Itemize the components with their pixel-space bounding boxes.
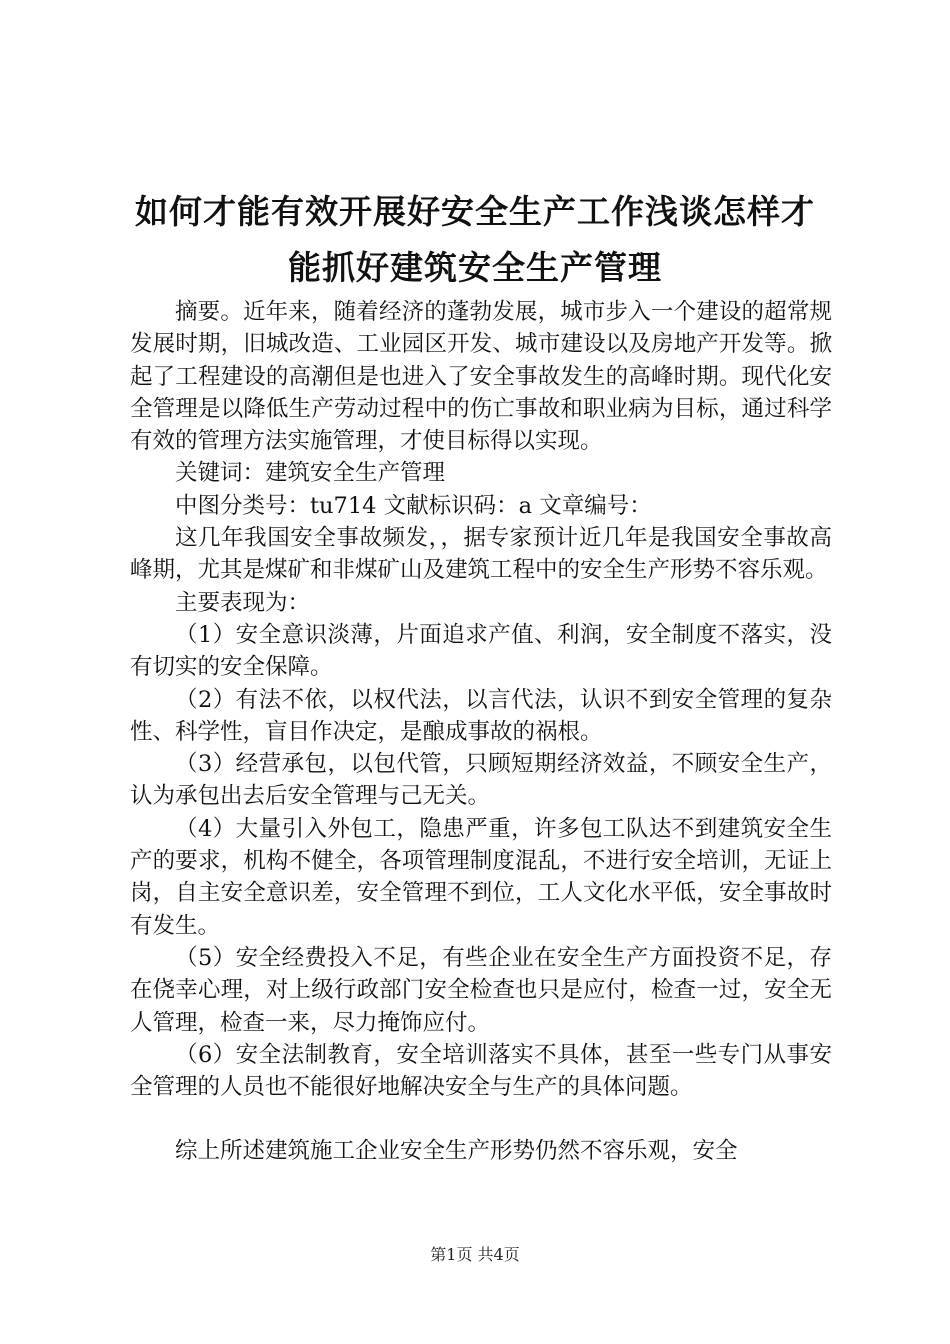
list-item-5: （5）安全经费投入不足，有些企业在安全生产方面投资不足，存在侥幸心理，对上级行政部门安全检查也只是应付，检查一过，安全无人管理，检查一来，尽力掩饰应付。 (130, 944, 832, 1036)
list-item-3: （3）经营承包，以包代管，只顾短期经济效益，不顾安全生产，认为承包出去后安全管理与己无关。 (130, 751, 832, 810)
list-item-4: （4）大量引入外包工，隐患严重，许多包工队达不到建筑安全生产的要求，机构不健全，各项管理制度混乱，不进行安全培训，无证上岗，自主安全意识差，安全管理不到位，工人文化水平低，安全事故时有发生。 (130, 815, 832, 939)
list-item-2: （2）有法不依，以权代法，以言代法，认识不到安全管理的复杂性、科学性，盲目作决定，是酿成事故的祸根。 (130, 686, 832, 745)
intro-paragraph: 这几年我国安全事故频发，，据专家预计近几年是我国安全事故高峰期，尤其是煤矿和非煤矿山及建筑工程中的安全生产形势不容乐观。 (130, 525, 832, 584)
abstract-paragraph: 摘要。近年来，随着经济的蓬勃发展，城市步入一个建设的超常规发展时期，旧城改造、工业园区开发、城市建设以及房地产开发等。掀起了工程建设的高潮但是也进入了安全事故发生的高峰时期。现代化安全管理是以降低生产劳动过程中的伤亡事故和职业病为目标，通过科学有效的管理方法实施管理，才使目标得以实现。 (130, 299, 832, 455)
main-manifestations-heading: 主要表现为： (175, 589, 311, 616)
document-title (100, 184, 850, 296)
document-title-line-1: 如何才能有效开展好安全生产工作浅谈怎样才 (135, 192, 815, 231)
classification-line: 中图分类号：tu714 文献标识码：a 文章编号： (175, 492, 652, 519)
document-title-line-2: 能抓好建筑安全生产管理 (288, 248, 662, 287)
summary-paragraph: 综上所述建筑施工企业安全生产形势仍然不容乐观，安全 (175, 1138, 738, 1165)
keywords-line: 关键词：建筑安全生产管理 (175, 460, 446, 487)
page-number-footer: 第1页 共4页 (430, 1245, 520, 1264)
list-item-1: （1）安全意识淡薄，片面追求产值、利润，安全制度不落实，没有切实的安全保障。 (130, 621, 832, 681)
list-item-6: （6）安全法制教育，安全培训落实不具体，甚至一些专门从事安全管理的人员也不能很好地解决安全与生产的具体问题。 (130, 1041, 832, 1101)
document-body (130, 296, 832, 1168)
